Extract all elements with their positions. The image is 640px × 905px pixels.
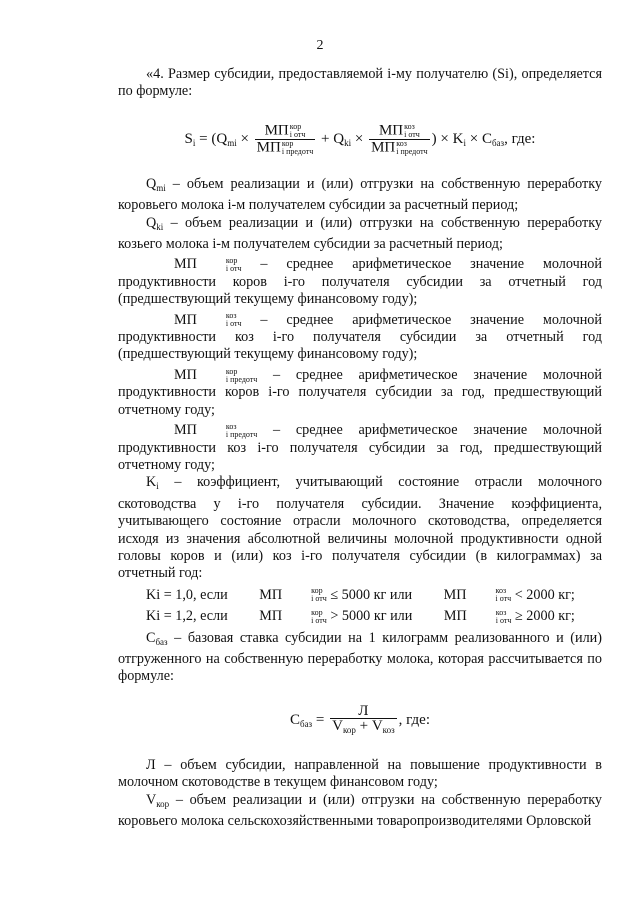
formula-tail: ) × K (431, 130, 464, 147)
formula-times2: × (351, 130, 368, 147)
def-mp-goats-report: МП коз i отч – среднее арифметическое значение молочной продуктивности коз i-го получателя субсидии за отчетный год (предшествующий текущему финансовому году); (118, 311, 602, 363)
frac1-num: МП (264, 122, 289, 139)
def-mp-goats-prev: МП коз i предотч – среднее арифметическое значение молочной продуктивности коз i-го получателя субсидии за год, предшествующий отчетному году; (118, 421, 602, 473)
fraction-base-rate: $\frac{Л}{V_{кор} + V_{коз}}$ (332, 702, 395, 735)
def-mp-cows-report: МП кор i отч – среднее арифметическое значение молочной продуктивности коров i-го получателя субсидии за отчетный год (предшествующий текущему финансовому году); (118, 256, 602, 308)
formula-plus: + Q (317, 130, 345, 147)
frac2-den-sub: i предотч (396, 146, 428, 156)
frac1-den: МП (256, 139, 281, 156)
def-l: Л – объем субсидии, направленной на повышение продуктивности в молочном скотоводстве в текущем финансовом году; (118, 756, 602, 791)
formula-k-sub: i (463, 137, 466, 148)
intro-paragraph: «4. Размер субсидии, предоставляемой i-му получателю (Si), определяется по формуле: (118, 66, 602, 100)
frac2-den: МП (371, 139, 396, 156)
frac2-num-sup: коз (404, 121, 415, 131)
formula-base-rate: $С_{баз}$ = $\frac{Л}{V_{кор} + V_{коз}}$ , где: (289, 702, 431, 735)
frac2-num-sub: i отч (404, 129, 420, 139)
formula-where: , где: (504, 130, 536, 147)
condition-1: Ki = 1,0, если МП кор i отч ≤ 5000 кг или МП коз i отч < 2000 кг; (146, 586, 575, 604)
formula-eq: = (Q (195, 130, 228, 147)
frac1-den-sup: кор (281, 138, 294, 148)
formula-lhs-sub: i (192, 137, 196, 148)
frac1-num-sup: кор (289, 121, 302, 131)
fraction-goats (369, 123, 430, 156)
def-k: $K_i$ – коэффициент, учитывающий состояние отрасли молочного скотоводства у i-го получателя субсидии. Значение коэффициента, учитывающего состояние отрасли молочного скотоводства, определяется исходя из значения абсолютной величины молочной продуктивности одной головы коров и (или) коз i-го получателя субсидии (в килограммах) за отчетный год: (118, 474, 602, 582)
formula-c-sub: баз (491, 137, 505, 148)
formula-times1: × (236, 130, 253, 147)
frac1-den-sub: i предотч (281, 146, 314, 156)
formula-lhs: S (184, 130, 193, 147)
frac1-num-sub: i отч (289, 129, 306, 139)
formula-qk-sub: ki (344, 137, 352, 148)
document-body (118, 66, 602, 830)
def-v: $V_{кор}$ – объем реализации и (или) отгрузки на собственную переработку коровьего молока сельскохозяйственными товаропроизводителями Орловской (118, 791, 602, 829)
frac2-den-sup: коз (396, 138, 407, 148)
fraction-cows (255, 123, 316, 156)
def-cbaz: $С_{баз}$ – базовая ставка субсидии на 1 килограмм реализованного и (или) отгруженного на собственную переработку молока, которая рассчитывается по формуле: (118, 629, 602, 685)
formula-qm-sub: mi (227, 137, 237, 148)
def-mp-cows-prev: МП кор i предотч – среднее арифметическое значение молочной продуктивности коров i-го получателя субсидии за год, предшествующий отчетному году; (118, 366, 602, 418)
frac2-num: МП (378, 122, 404, 139)
def-qm: $Q_{mi}$ – объем реализации и (или) отгрузки на собственную переработку коровьего молока i-м получателем субсидии за расчетный период; (118, 175, 602, 214)
formula-tail2: × C (465, 130, 492, 147)
condition-2: Ki = 1,2, если МП кор i отч > 5000 кг или МП коз i отч ≥ 2000 кг; (146, 607, 575, 625)
page-number: 2 (316, 38, 324, 53)
def-qk: $Q_{ki}$ – объем реализации и (или) отгрузки на собственную переработку козьего молока i-м получателем субсидии за расчетный период; (118, 214, 602, 253)
formula-subsidy (118, 123, 602, 156)
